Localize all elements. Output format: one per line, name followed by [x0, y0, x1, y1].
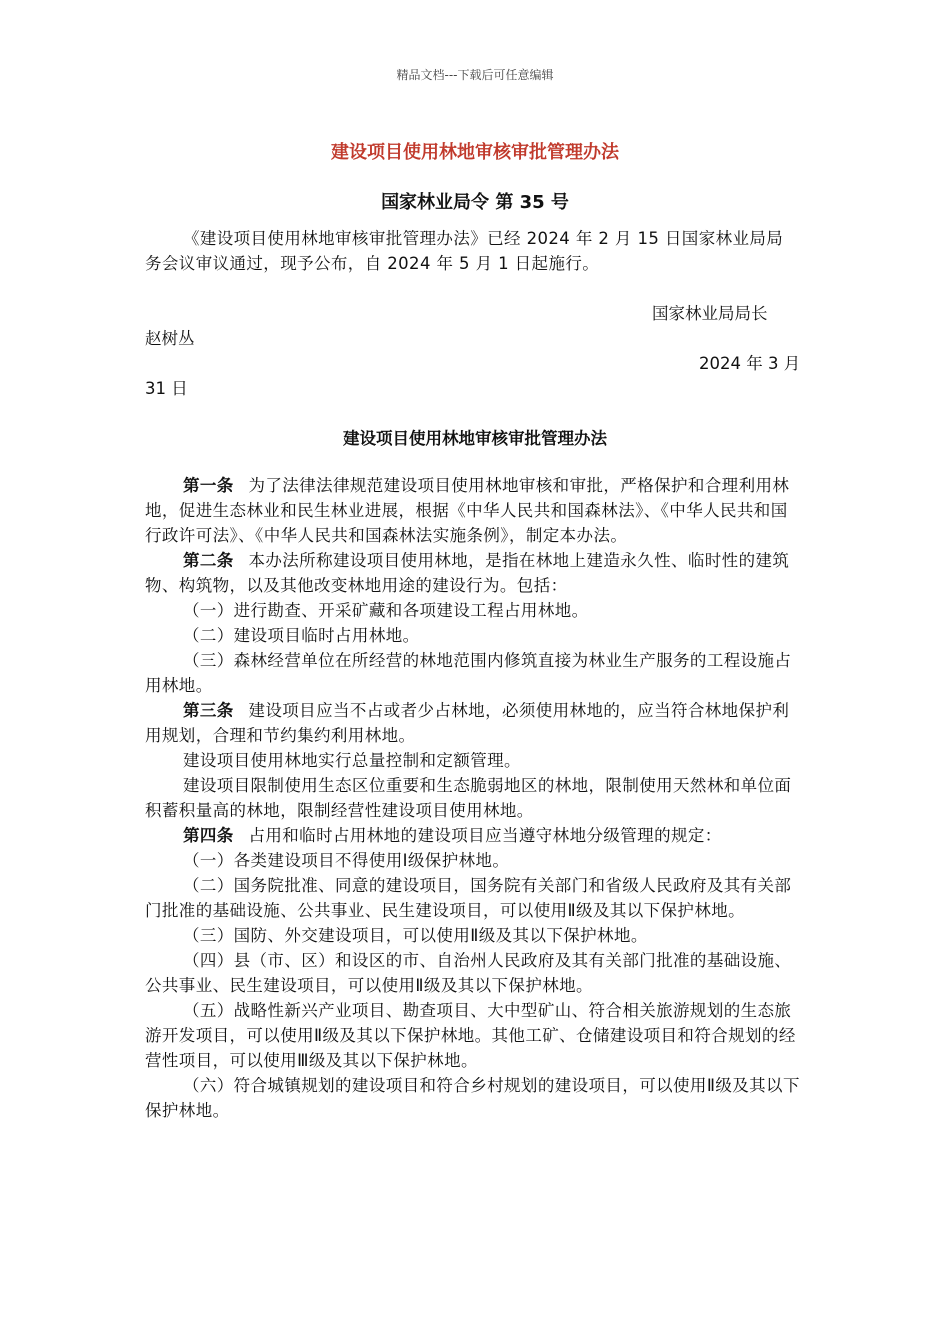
article-paragraph — [145, 548, 800, 598]
paragraph-text: 本办法所称建设项目使用林地，是指在林地上建造永久性、临时性的建筑物、构筑物，以及其他改变林地用途的建设行为。包括： — [145, 551, 790, 595]
page-header-note: 精品文档---下载后可任意编辑 — [396, 68, 554, 82]
paragraph-text: （二）建设项目临时占用林地。 — [182, 626, 420, 645]
paragraph-text: （三）国防、外交建设项目，可以使用Ⅱ级及其以下保护林地。 — [182, 926, 648, 945]
paragraph-text: 建设项目限制使用生态区位重要和生态脆弱地区的林地，限制使用天然林和单位面积蓄积量高的林地，限制经营性建设项目使用林地。 — [145, 776, 792, 820]
body-title: 建设项目使用林地审核审批管理办法 — [343, 429, 607, 448]
signature-name: 赵树丛 — [145, 329, 195, 348]
article-label: 第二条 — [182, 551, 234, 570]
signature-date-line1: 2024 年 3 月 — [699, 354, 801, 373]
article-paragraph — [145, 698, 800, 748]
article-label: 第三条 — [182, 701, 234, 720]
intro-paragraph: 《建设项目使用林地审核审批管理办法》已经 2024 年 2 月 15 日国家林业局局务会议审议通过，现予公布，自 2024 年 5 月 1 日起施行。 — [145, 229, 784, 273]
document-body — [145, 473, 800, 1123]
body-paragraph — [145, 998, 800, 1073]
body-paragraph — [145, 1073, 800, 1123]
paragraph-text: （四）县（市、区）和设区的市、自治州人民政府及其有关部门批准的基础设施、公共事业、民生建设项目，可以使用Ⅱ级及其以下保护林地。 — [145, 951, 792, 995]
intro-block — [145, 226, 800, 276]
body-paragraph — [145, 598, 800, 623]
paragraph-text: （六）符合城镇规划的建设项目和符合乡村规划的建设项目，可以使用Ⅱ级及其以下保护林地。 — [145, 1076, 800, 1120]
paragraph-text: 占用和临时占用林地的建设项目应当遵守林地分级管理的规定： — [248, 826, 722, 845]
paragraph-text: 为了法律法律规范建设项目使用林地审核和审批，严格保护和合理利用林地，促进生态林业和民生林业进展，根据《中华人民共和国森林法》、《中华人民共和国行政许可法》、《中华人民共和国森林法实施条例》，制定本办法。 — [145, 476, 790, 545]
document-title: 建设项目使用林地审核审批管理办法 — [331, 142, 619, 163]
paragraph-text: （三）森林经营单位在所经营的林地范围内修筑直接为林业生产服务的工程设施占用林地。 — [145, 651, 792, 695]
body-paragraph — [145, 848, 800, 873]
article-paragraph — [145, 473, 800, 548]
signature-date-line2: 31 日 — [145, 379, 188, 398]
signature-role: 国家林业局局长 — [652, 304, 768, 323]
body-paragraph — [145, 948, 800, 998]
article-label: 第一条 — [182, 476, 234, 495]
paragraph-text: 建设项目应当不占或者少占林地，必须使用林地的，应当符合林地保护利用规划，合理和节约集约利用林地。 — [145, 701, 790, 745]
paragraph-text: （一）进行勘查、开采矿藏和各项建设工程占用林地。 — [182, 601, 589, 620]
paragraph-text: 建设项目使用林地实行总量控制和定额管理。 — [182, 751, 521, 770]
body-paragraph — [145, 648, 800, 698]
body-paragraph — [145, 773, 800, 823]
paragraph-text: （一）各类建设项目不得使用Ⅰ级保护林地。 — [182, 851, 510, 870]
paragraph-text: （二）国务院批准、同意的建设项目，国务院有关部门和省级人民政府及其有关部门批准的基础设施、公共事业、民生建设项目，可以使用Ⅱ级及其以下保护林地。 — [145, 876, 792, 920]
order-number: 国家林业局令 第 35 号 — [381, 192, 569, 213]
article-paragraph — [145, 823, 800, 848]
body-paragraph — [145, 873, 800, 923]
body-paragraph — [145, 748, 800, 773]
body-paragraph — [145, 923, 800, 948]
article-label: 第四条 — [182, 826, 234, 845]
body-paragraph — [145, 623, 800, 648]
paragraph-text: （五）战略性新兴产业项目、勘查项目、大中型矿山、符合相关旅游规划的生态旅游开发项目，可以使用Ⅱ级及其以下保护林地。其他工矿、仓储建设项目和符合规划的经营性项目，可以使用Ⅲ级及其以下保护林地。 — [145, 1001, 796, 1070]
